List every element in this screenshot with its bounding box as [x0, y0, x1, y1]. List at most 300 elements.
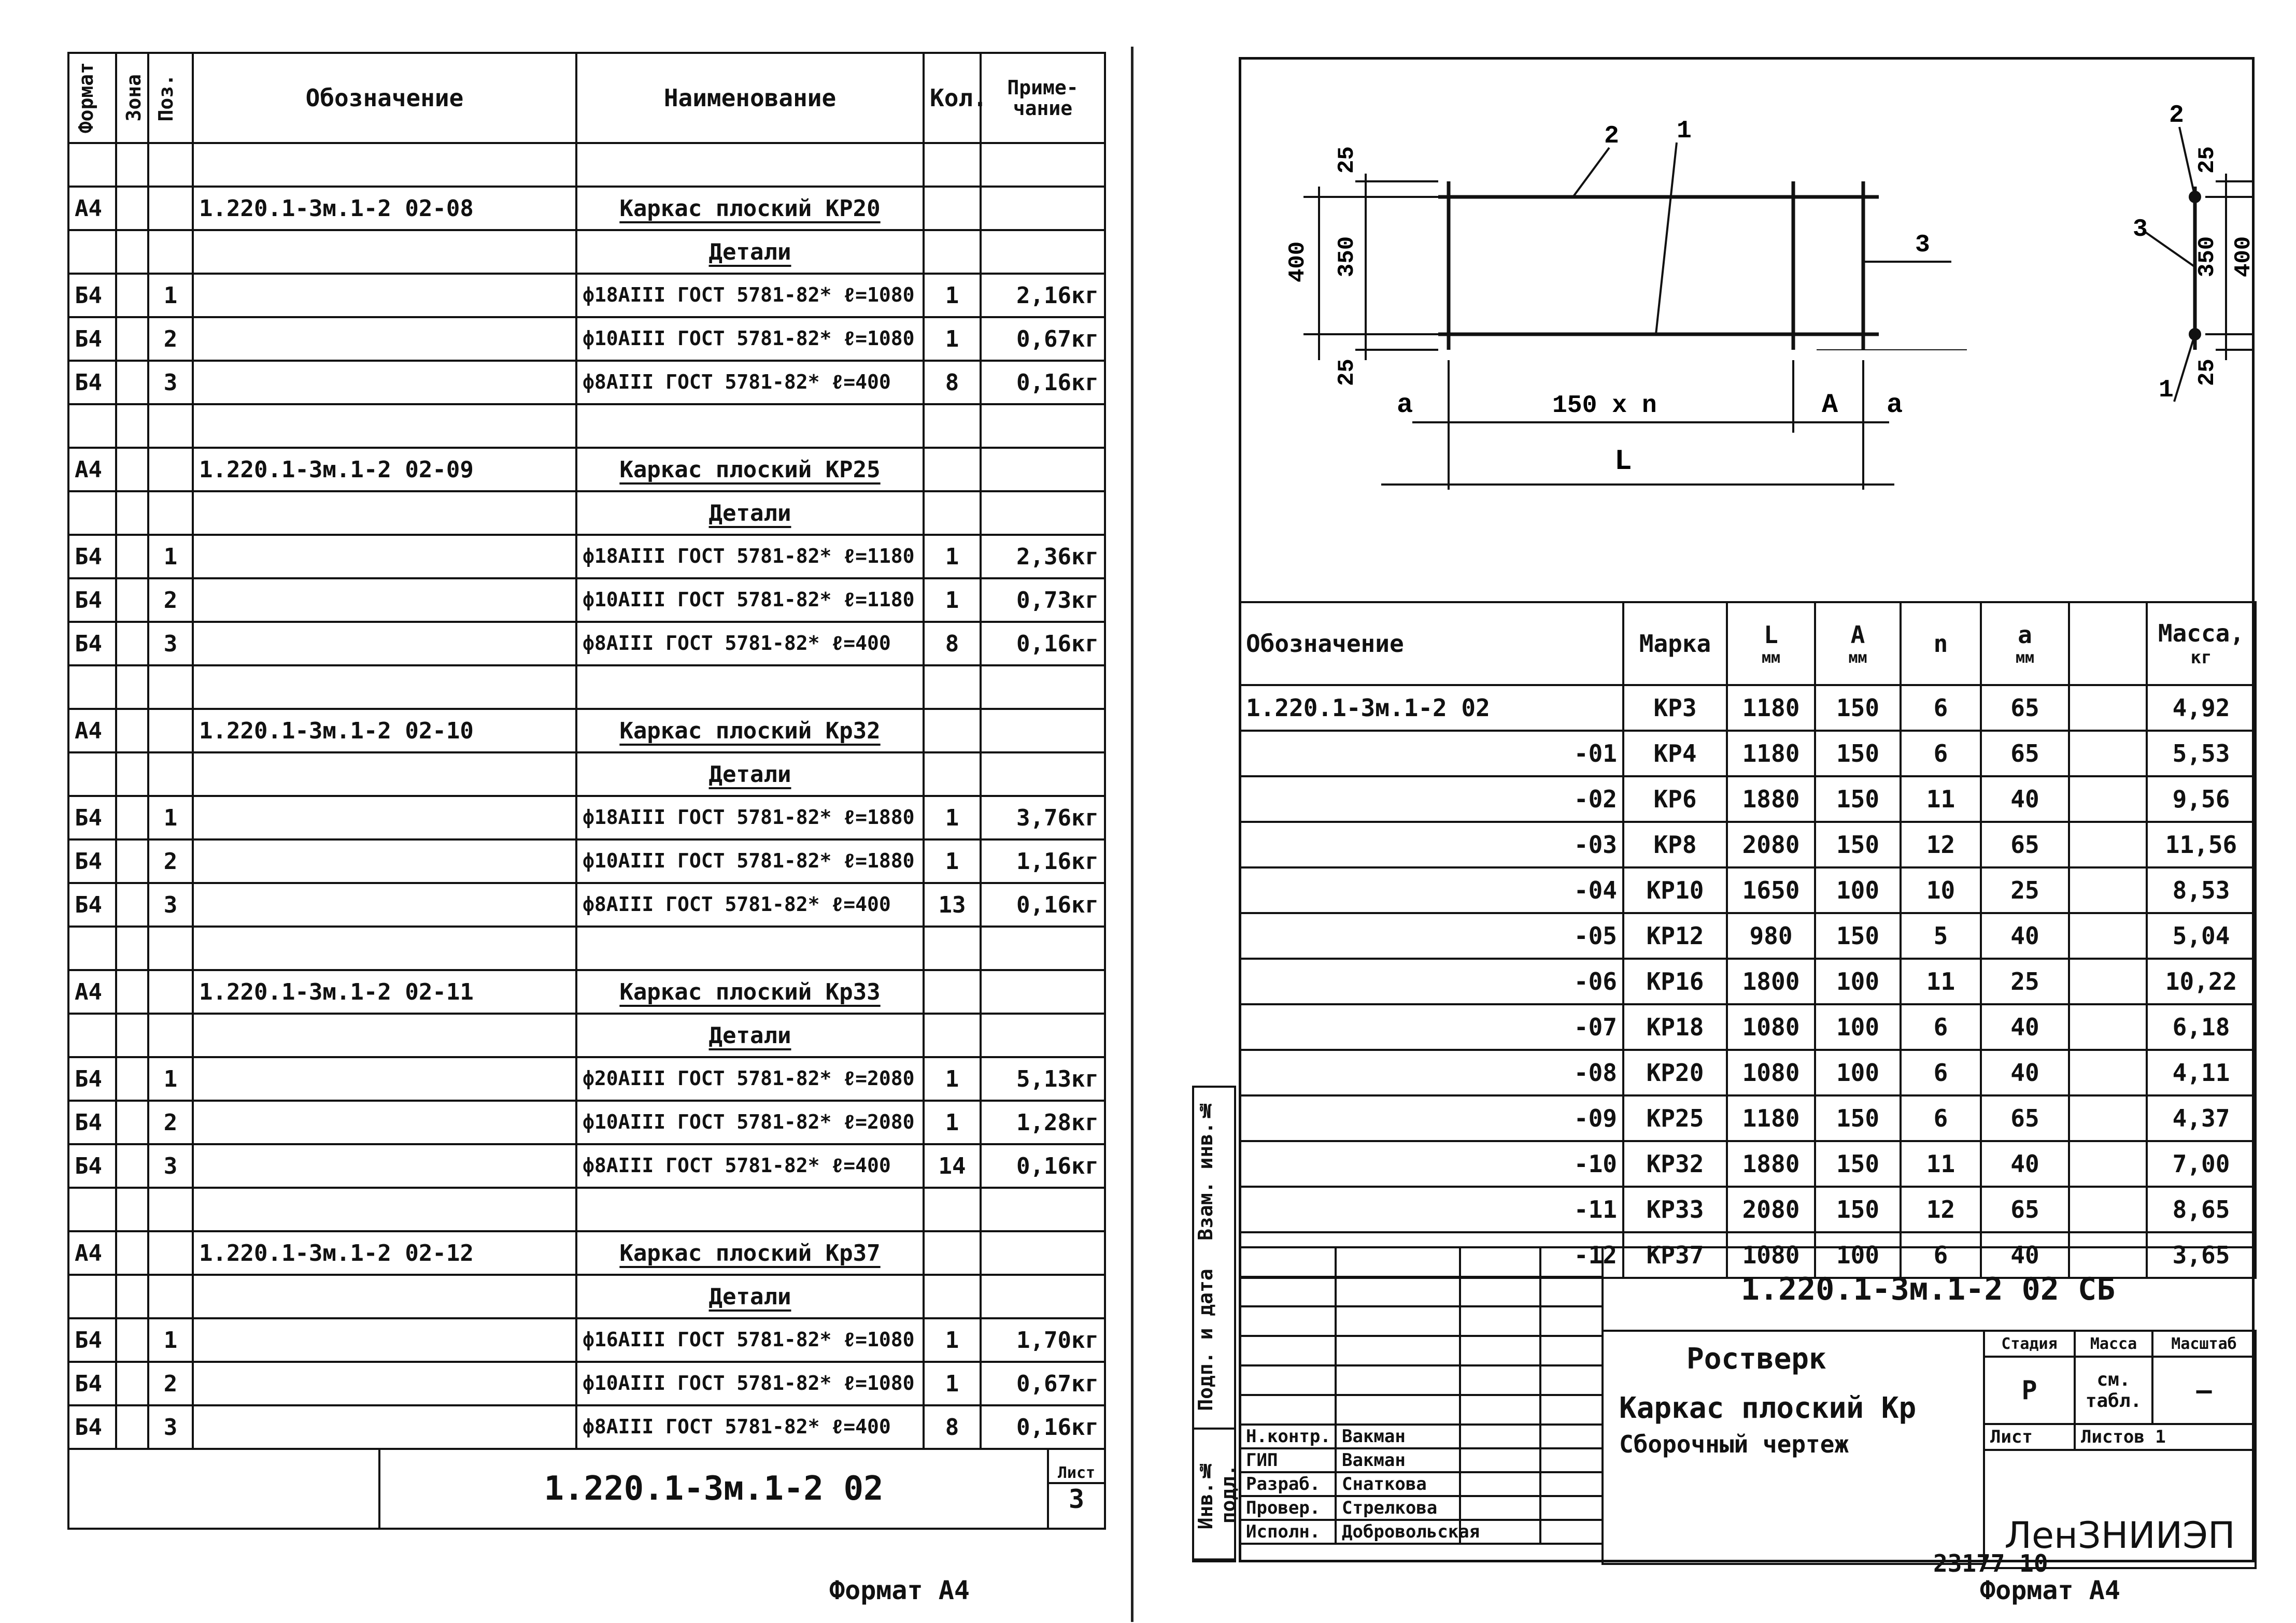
spec-item-zone: [116, 1362, 148, 1405]
marks-row: [1240, 1004, 2256, 1050]
pos-3-label: 3: [1915, 231, 1930, 259]
signature-cell: [1460, 1448, 1540, 1472]
spec-group-row: [68, 187, 1105, 230]
spec-cell: [148, 404, 193, 448]
marks-cell-designation: -06: [1240, 959, 1623, 1004]
spec-qty: [924, 970, 981, 1014]
spec-blank-row: [68, 1188, 1105, 1231]
spec-zone: [116, 448, 148, 491]
marks-cell-A: 100: [1815, 1232, 1901, 1278]
marks-row: [1240, 822, 2256, 867]
dim-25-top: 25: [1334, 146, 1360, 174]
spec-details-text: Детали: [708, 500, 791, 526]
marks-cell-blank: [2069, 1095, 2147, 1141]
signature-cell: [1460, 1336, 1540, 1365]
spec-item-designation: [193, 317, 576, 361]
marks-row: [1240, 867, 2256, 913]
spec-qty: [924, 709, 981, 752]
marks-cell-mass: 4,11: [2147, 1050, 2256, 1095]
footer-sheet-number: 3: [1068, 1484, 1085, 1514]
signature-cell: [1240, 1306, 1336, 1336]
marks-cell-a: 65: [1981, 731, 2069, 776]
spec-item-format: Б4: [68, 1362, 116, 1405]
header-qty: Кол.: [924, 53, 981, 143]
marks-cell-designation: -07: [1240, 1004, 1623, 1050]
spec-item-pos: 2: [148, 1101, 193, 1144]
signature-cell: [1540, 1365, 1603, 1395]
spec-cell: [68, 230, 116, 274]
spec-item-pos: 1: [148, 535, 193, 578]
spec-details-text: Детали: [708, 1022, 791, 1049]
spec-item-qty: 1: [924, 578, 981, 622]
marks-table: [1239, 601, 2257, 1279]
title-text-cell: [1601, 1330, 1985, 1565]
marks-cell-mark: КР37: [1623, 1232, 1727, 1278]
spec-item-note: 1,28кг: [981, 1101, 1105, 1144]
marks-row: [1240, 731, 2256, 776]
marks-cell-n: 11: [1901, 1141, 1981, 1187]
section-pos-1: 1: [2159, 376, 2174, 404]
marks-header-A: A мм: [1815, 602, 1901, 685]
section-dim-400: 400: [2231, 236, 2257, 277]
marks-cell-mass: 5,53: [2147, 731, 2256, 776]
signature-cell: [1336, 1336, 1460, 1365]
spec-item-qty: 14: [924, 1144, 981, 1188]
organization: ЛенЗНИИЭП: [1984, 1450, 2256, 1568]
spec-item-note: 3,76кг: [981, 796, 1105, 839]
dim-span: 150 x n: [1552, 392, 1657, 420]
title-code: 1.220.1-3м.1-2 02 СБ: [1601, 1246, 2255, 1332]
spec-cell: [981, 1014, 1105, 1057]
footer-sheet-label: Лист: [1049, 1464, 1104, 1484]
marks-cell-A: 150: [1815, 776, 1901, 822]
scale-label: Масштаб: [2152, 1331, 2256, 1357]
signature-cell: [1460, 1395, 1540, 1425]
spec-item-qty: 8: [924, 622, 981, 665]
signature-cell: [1240, 1247, 1336, 1277]
signature-row: [1240, 1395, 1603, 1425]
spec-item-qty: 1: [924, 1101, 981, 1144]
spec-cell: [924, 230, 981, 274]
marks-cell-A: 150: [1815, 731, 1901, 776]
signer-role: Провер.: [1240, 1496, 1336, 1520]
signature-cell: [1240, 1395, 1336, 1425]
marks-cell-L: 1650: [1727, 867, 1815, 913]
marks-cell-A: 100: [1815, 867, 1901, 913]
pos-1-label: 1: [1677, 117, 1692, 145]
marks-cell-mass: 3,65: [2147, 1232, 2256, 1278]
spec-cell: [68, 143, 116, 187]
spec-designation: 1.220.1-3м.1-2 02-08: [193, 187, 576, 230]
spec-cell: [68, 404, 116, 448]
signature-cell: [1540, 1277, 1603, 1306]
spec-item-pos: 3: [148, 361, 193, 404]
marks-cell-n: 12: [1901, 822, 1981, 867]
spec-format: А4: [68, 187, 116, 230]
signature-row: [1240, 1365, 1603, 1395]
scale-value: —: [2152, 1357, 2256, 1424]
signature-cell: [1540, 1472, 1603, 1496]
spec-item-name: ф10АIII ГОСТ 5781-82* ℓ=2080: [576, 1101, 924, 1144]
spec-item-name: ф10АIII ГОСТ 5781-82* ℓ=1080: [576, 1362, 924, 1405]
signature-cell: [1460, 1306, 1540, 1336]
spec-item-pos: 3: [148, 622, 193, 665]
spec-item-zone: [116, 796, 148, 839]
signature-cell: [1460, 1496, 1540, 1520]
marks-cell-mark: КР6: [1623, 776, 1727, 822]
spec-cell: [68, 927, 116, 970]
spec-details-row: [68, 1275, 1105, 1318]
spec-item-designation: [193, 535, 576, 578]
spec-item-designation: [193, 1362, 576, 1405]
signature-cell: [1336, 1395, 1460, 1425]
signer-name: Снаткова: [1336, 1472, 1460, 1496]
spec-cell: [981, 752, 1105, 796]
spec-item-format: Б4: [68, 1405, 116, 1449]
spec-pos: [148, 448, 193, 491]
spec-cell: [981, 927, 1105, 970]
marks-cell-n: 6: [1901, 1004, 1981, 1050]
spec-item-row: [68, 1405, 1105, 1449]
spec-item-row: [68, 1144, 1105, 1188]
spec-item-row: [68, 796, 1105, 839]
spec-cell: [116, 1014, 148, 1057]
signature-row: [1240, 1520, 1603, 1544]
marks-row: [1240, 1187, 2256, 1232]
signature-cell: [1540, 1520, 1603, 1544]
spec-cell: [193, 665, 576, 709]
spec-item-note: 2,16кг: [981, 274, 1105, 317]
spec-details-row: [68, 491, 1105, 535]
marks-cell-mass: 6,18: [2147, 1004, 2256, 1050]
header-name: Наименование: [576, 53, 924, 143]
marks-cell-designation: -12: [1240, 1232, 1623, 1278]
marks-cell-designation: 1.220.1-3м.1-2 02: [1240, 685, 1623, 731]
marks-cell-blank: [2069, 822, 2147, 867]
spec-item-name: ф10АIII ГОСТ 5781-82* ℓ=1180: [576, 578, 924, 622]
marks-cell-L: 1880: [1727, 1141, 1815, 1187]
spec-item-name: ф18АIII ГОСТ 5781-82* ℓ=1080: [576, 274, 924, 317]
spec-note: [981, 448, 1105, 491]
spec-qty: [924, 448, 981, 491]
marks-cell-mark: КР4: [1623, 731, 1727, 776]
marks-cell-L: 1800: [1727, 959, 1815, 1004]
spec-cell: [576, 404, 924, 448]
spec-item-note: 0,16кг: [981, 622, 1105, 665]
marks-cell-n: 12: [1901, 1187, 1981, 1232]
marks-cell-mark: КР8: [1623, 822, 1727, 867]
marks-cell-L: 1180: [1727, 1095, 1815, 1141]
spec-item-note: 0,67кг: [981, 317, 1105, 361]
spec-designation: 1.220.1-3м.1-2 02-11: [193, 970, 576, 1014]
footer-code: 1.220.1-3м.1-2 02: [379, 1449, 1048, 1529]
side-label-2: Взам. инв.№: [1194, 1099, 1217, 1241]
marks-cell-n: 6: [1901, 1232, 1981, 1278]
spec-item-qty: 1: [924, 1362, 981, 1405]
marks-cell-mass: 7,00: [2147, 1141, 2256, 1187]
right-format-caption: Формат А4: [1980, 1575, 2120, 1605]
spec-cell: [116, 927, 148, 970]
spec-cell: [193, 1014, 576, 1057]
marks-cell-A: 150: [1815, 1187, 1901, 1232]
spec-cell: [193, 752, 576, 796]
spec-qty: [924, 1231, 981, 1275]
header-pos: Поз.: [148, 53, 193, 143]
spec-name: [576, 709, 924, 752]
signature-cell: [1540, 1425, 1603, 1448]
signature-row: [1240, 1336, 1603, 1365]
marks-cell-A: 150: [1815, 685, 1901, 731]
spec-cell: [981, 230, 1105, 274]
spec-item-pos: 3: [148, 1405, 193, 1449]
signature-cell: [1540, 1247, 1603, 1277]
spec-zone: [116, 970, 148, 1014]
marks-cell-mark: КР16: [1623, 959, 1727, 1004]
signature-cell: [1540, 1336, 1603, 1365]
marks-cell-mark: КР20: [1623, 1050, 1727, 1095]
title-line-2: Каркас плоский Кр: [1619, 1391, 1917, 1425]
stage-value: Р: [1984, 1357, 2075, 1424]
spec-item-row: [68, 1057, 1105, 1101]
spec-cell: [193, 1275, 576, 1318]
signature-cell: [1336, 1277, 1460, 1306]
spec-item-designation: [193, 1101, 576, 1144]
marks-cell-a: 40: [1981, 1004, 2069, 1050]
spec-item-row: [68, 1318, 1105, 1362]
footer-blank: [68, 1449, 379, 1529]
marks-cell-blank: [2069, 1141, 2147, 1187]
marks-cell-A: 150: [1815, 822, 1901, 867]
spec-item-row: [68, 535, 1105, 578]
spec-cell: [68, 752, 116, 796]
dim-L: L: [1614, 445, 1632, 478]
marks-cell-designation: -10: [1240, 1141, 1623, 1187]
spec-cell: [924, 1014, 981, 1057]
spec-cell: [981, 1275, 1105, 1318]
signature-cell: [1460, 1365, 1540, 1395]
spec-item-row: [68, 1101, 1105, 1144]
spec-item-row: [68, 274, 1105, 317]
spec-cell: [576, 1188, 924, 1231]
spec-cell: [116, 143, 148, 187]
marks-cell-n: 5: [1901, 913, 1981, 959]
spec-name: [576, 970, 924, 1014]
signature-cell: [1336, 1365, 1460, 1395]
marks-cell-mass: 4,37: [2147, 1095, 2256, 1141]
marks-cell-mass: 9,56: [2147, 776, 2256, 822]
spec-cell: [193, 491, 576, 535]
spec-item-zone: [116, 317, 148, 361]
marks-cell-n: 6: [1901, 1095, 1981, 1141]
spec-item-zone: [116, 361, 148, 404]
marks-row: [1240, 685, 2256, 731]
spec-item-qty: 1: [924, 1057, 981, 1101]
marks-cell-designation: -02: [1240, 776, 1623, 822]
spec-item-pos: 1: [148, 1318, 193, 1362]
spec-item-pos: 2: [148, 1362, 193, 1405]
spec-item-pos: 1: [148, 796, 193, 839]
spec-cell: [116, 752, 148, 796]
marks-cell-n: 11: [1901, 959, 1981, 1004]
spec-item-name: ф8АIII ГОСТ 5781-82* ℓ=400: [576, 883, 924, 927]
marks-cell-A: 150: [1815, 1095, 1901, 1141]
spec-cell: [193, 1188, 576, 1231]
spec-item-note: 1,16кг: [981, 839, 1105, 883]
specification-table: [67, 52, 1106, 1450]
spec-item-qty: 1: [924, 535, 981, 578]
spec-format: А4: [68, 709, 116, 752]
spec-name-text: Каркас плоский Кр33: [619, 978, 881, 1005]
spec-note: [981, 970, 1105, 1014]
signature-cell: [1240, 1336, 1336, 1365]
spec-cell: [924, 1188, 981, 1231]
spec-group-row: [68, 970, 1105, 1014]
section-dim-25-bottom: 25: [2194, 359, 2220, 386]
marks-cell-mark: КР10: [1623, 867, 1727, 913]
spec-item-note: 0,16кг: [981, 883, 1105, 927]
spec-cell: [148, 491, 193, 535]
spec-cell: [116, 665, 148, 709]
title-line-3: Сборочный чертеж: [1619, 1430, 1849, 1458]
marks-cell-designation: -04: [1240, 867, 1623, 913]
spec-item-designation: [193, 839, 576, 883]
marks-cell-a: 65: [1981, 822, 2069, 867]
marks-cell-mark: КР18: [1623, 1004, 1727, 1050]
stamp-number: 23177 10: [1933, 1549, 2048, 1577]
signer-role: Н.контр.: [1240, 1425, 1336, 1448]
spec-item-qty: 13: [924, 883, 981, 927]
marks-cell-n: 11: [1901, 776, 1981, 822]
spec-group-row: [68, 448, 1105, 491]
marks-cell-designation: -01: [1240, 731, 1623, 776]
spec-item-qty: 1: [924, 796, 981, 839]
signature-cell: [1540, 1306, 1603, 1336]
section-dim-350: 350: [2194, 236, 2220, 277]
signer-name: Вакман: [1336, 1425, 1460, 1448]
side-label-1: Подп. и дата: [1194, 1252, 1234, 1430]
spec-cell: [68, 1188, 116, 1231]
signature-cell: [1540, 1395, 1603, 1425]
dim-350: 350: [1334, 236, 1360, 277]
spec-item-name: ф18АIII ГОСТ 5781-82* ℓ=1180: [576, 535, 924, 578]
spec-details-row: [68, 230, 1105, 274]
marks-cell-a: 25: [1981, 867, 2069, 913]
spec-pos: [148, 709, 193, 752]
spec-item-note: 5,13кг: [981, 1057, 1105, 1101]
marks-cell-designation: -09: [1240, 1095, 1623, 1141]
spec-cell: [148, 143, 193, 187]
marks-cell-a: 40: [1981, 1232, 2069, 1278]
signature-row: [1240, 1496, 1603, 1520]
spec-details: [576, 491, 924, 535]
spec-item-qty: 1: [924, 1318, 981, 1362]
marks-header-a: a мм: [1981, 602, 2069, 685]
spec-cell: [148, 1014, 193, 1057]
signature-cell: [1540, 1448, 1603, 1472]
marks-header-mass: Масса, кг: [2147, 602, 2256, 685]
signature-cell: [1460, 1277, 1540, 1306]
sheet-divider: [1131, 47, 1133, 1622]
spec-cell: [924, 665, 981, 709]
spec-cell: [924, 1275, 981, 1318]
spec-details: [576, 1014, 924, 1057]
marks-cell-mass: 10,22: [2147, 959, 2256, 1004]
spec-note: [981, 187, 1105, 230]
signer-name: Добровольская: [1336, 1520, 1460, 1544]
spec-cell: [148, 1275, 193, 1318]
spec-item-pos: 2: [148, 839, 193, 883]
spec-item-note: 0,16кг: [981, 361, 1105, 404]
spec-item-name: ф18АIII ГОСТ 5781-82* ℓ=1880: [576, 796, 924, 839]
marks-header-row: [1240, 602, 2256, 685]
spec-cell: [981, 1188, 1105, 1231]
marks-cell-a: 65: [1981, 685, 2069, 731]
spec-item-format: Б4: [68, 883, 116, 927]
spec-cell: [68, 1275, 116, 1318]
side-label-strip: [1192, 1086, 1240, 1562]
marks-cell-designation: -03: [1240, 822, 1623, 867]
spec-name: [576, 448, 924, 491]
spec-designation: 1.220.1-3м.1-2 02-12: [193, 1231, 576, 1275]
spec-cell: [193, 230, 576, 274]
spec-item-zone: [116, 535, 148, 578]
marks-row: [1240, 913, 2256, 959]
right-sheet: [1194, 57, 2257, 1562]
spec-item-format: Б4: [68, 1318, 116, 1362]
spec-body: [68, 143, 1105, 1449]
spec-item-designation: [193, 1057, 576, 1101]
spec-item-format: Б4: [68, 1057, 116, 1101]
spec-item-zone: [116, 1101, 148, 1144]
side-label-0: Инв.№ подл.: [1194, 1430, 1234, 1560]
assembly-drawing: [1241, 60, 2257, 604]
spec-details-text: Детали: [708, 761, 791, 788]
spec-cell: [148, 927, 193, 970]
spec-details-row: [68, 752, 1105, 796]
spec-blank-row: [68, 143, 1105, 187]
marks-cell-blank: [2069, 867, 2147, 913]
spec-zone: [116, 187, 148, 230]
spec-details-text: Детали: [708, 238, 791, 265]
spec-item-designation: [193, 883, 576, 927]
pos-2-label: 2: [1604, 122, 1619, 150]
spec-details: [576, 1275, 924, 1318]
signer-role: Разраб.: [1240, 1472, 1336, 1496]
marks-cell-a: 65: [1981, 1187, 2069, 1232]
marks-cell-L: 1180: [1727, 731, 1815, 776]
spec-item-designation: [193, 578, 576, 622]
marks-cell-mass: 11,56: [2147, 822, 2256, 867]
marks-cell-a: 40: [1981, 913, 2069, 959]
marks-cell-L: 1080: [1727, 1004, 1815, 1050]
spec-item-zone: [116, 274, 148, 317]
spec-item-row: [68, 883, 1105, 927]
marks-cell-L: 2080: [1727, 1187, 1815, 1232]
signature-row: [1240, 1306, 1603, 1336]
spec-cell: [981, 143, 1105, 187]
spec-item-row: [68, 361, 1105, 404]
spec-item-row: [68, 317, 1105, 361]
spec-item-format: Б4: [68, 578, 116, 622]
spec-item-note: 0,16кг: [981, 1144, 1105, 1188]
spec-cell: [193, 404, 576, 448]
spec-item-pos: 1: [148, 1057, 193, 1101]
spec-item-format: Б4: [68, 796, 116, 839]
spec-item-format: Б4: [68, 317, 116, 361]
spec-name-text: Каркас плоский КР25: [619, 456, 881, 483]
spec-cell: [924, 404, 981, 448]
marks-cell-blank: [2069, 959, 2147, 1004]
